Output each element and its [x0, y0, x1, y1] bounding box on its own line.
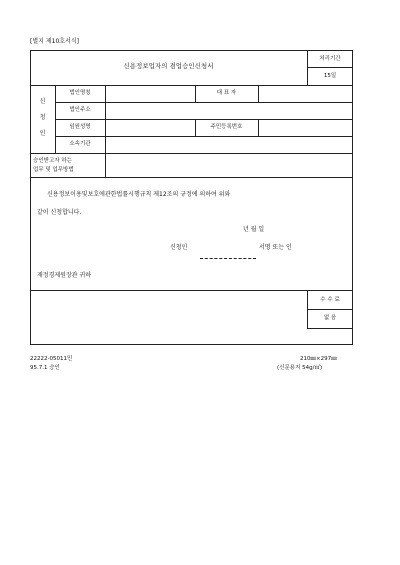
form-number: [별지 제10호서식] [30, 38, 79, 45]
recipient: 재정경제원장관 귀하 [37, 272, 92, 279]
representative-label: 대 표 자 [216, 90, 237, 96]
signer-label: 신청인 [170, 244, 188, 251]
row-line-1 [55, 102, 353, 103]
corp-name-label: 법인명칭 [69, 90, 91, 96]
id-col-divider-b [258, 119, 259, 136]
footer-approval-date: 95.7.1 승인 [30, 365, 60, 371]
fee-value: 없 음 [323, 315, 337, 321]
title-bottom-line [30, 85, 353, 86]
date-placeholder: 년 월 일 [243, 226, 265, 233]
affiliation-label: 소속기관 [69, 141, 91, 147]
footer-code: 22222-05011민 [30, 356, 73, 362]
applicant-label-2: 청 [39, 114, 46, 121]
statement-bottom-line [30, 290, 353, 291]
footer-paper-size: 210㎜×297㎜ [300, 356, 337, 362]
officer-name-label: 임원성명 [69, 124, 91, 130]
fee-label: 수 수 료 [320, 297, 340, 303]
applicant-label-3: 인 [39, 130, 46, 137]
resident-number-label: 주민등록번호 [210, 124, 243, 130]
processing-value: 15일 [323, 73, 337, 79]
approval-bottom-line [30, 177, 353, 178]
form-title: 신용정보업자의 겸업승인신청서 [123, 62, 214, 70]
approval-col-divider [105, 153, 106, 177]
processing-divider [307, 67, 353, 68]
fee-bottom-line [307, 328, 353, 329]
corp-address-label: 법인주소 [69, 107, 91, 113]
applicant-label-1: 신 [39, 98, 46, 105]
row-line-2 [55, 119, 353, 120]
footer-paper-type: (신문용지 54g/㎡) [277, 365, 323, 371]
statement-line1: 신용정보이용및보호에관한법률시행규칙 제12조의 규정에 의하여 위와 [47, 191, 231, 198]
processing-label: 처리기간 [319, 56, 341, 62]
rep-col-divider-b [258, 85, 259, 102]
approval-label-line1: 승인받고자 하는 [33, 158, 72, 164]
fee-divider [307, 309, 353, 310]
row-line-3 [55, 136, 353, 137]
signature-line [200, 258, 256, 259]
applicant-bottom-line [30, 153, 353, 154]
signature-label: 서명 또는 인 [259, 244, 292, 251]
statement-line2: 같이 신청합니다. [37, 209, 82, 216]
approval-label-line2: 업무 및 업무방법 [33, 167, 74, 173]
